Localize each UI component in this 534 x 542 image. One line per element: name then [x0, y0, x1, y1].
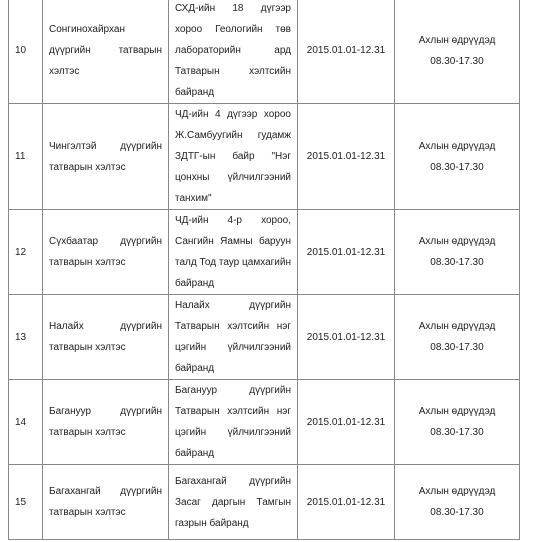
service-period: 2015.01.01-12.31 [298, 295, 395, 380]
office-address: Налайх дүүргийн Татварын хэлтсийн нэг цэгийн үйлчилгээний байранд [169, 295, 298, 380]
table-row [9, 295, 520, 380]
hours-days: Ахлын өдрүүдэд [418, 140, 496, 152]
row-number: 10 [9, 0, 43, 104]
office-address: ЧД-ийн 4-р хороо, Сангийн Яамны баруун талд Тод таур цамхагийн байранд [169, 210, 298, 295]
row-number: 12 [9, 210, 43, 295]
table-row [9, 0, 520, 104]
row-number: 14 [9, 380, 43, 465]
office-name: Налайх дүүргийн татварын хэлтэс [43, 295, 169, 380]
working-hours [395, 210, 520, 295]
tax-office-table [8, 0, 520, 540]
office-name: Багануур дүүргийн татварын хэлтэс [43, 380, 169, 465]
service-period: 2015.01.01-12.31 [298, 380, 395, 465]
working-hours [395, 465, 520, 540]
service-period: 2015.01.01-12.31 [298, 0, 395, 104]
working-hours [395, 295, 520, 380]
hours-days: Ахлын өдрүүдэд [418, 486, 496, 497]
hours-time: 08.30-17.30 [430, 161, 484, 173]
hours-days: Ахлын өдрүүдэд [418, 236, 496, 247]
office-address: ЧД-ийн 4 дүгээр хороо Ж.Самбуугийн гудамж ЗДТГ-ын байр "Нэг цонхны үйлчилгээний танхим" [169, 104, 298, 210]
working-hours [395, 0, 520, 104]
service-period: 2015.01.01-12.31 [298, 104, 395, 210]
hours-days: Ахлын өдрүүдэд [418, 321, 496, 332]
office-address: СХД-ийн 18 дүгээр хороо Геологийн төв лабораторийн ард Татварын хэлтсийн байранд [169, 0, 298, 104]
office-address: Багануур дүүргийн Татварын хэлтсийн нэг цэгийн үйлчилгээний байранд [169, 380, 298, 465]
row-number: 11 [9, 104, 43, 210]
office-address: Багахангай дүүргийн Засаг даргын Тамгын газрын байранд [169, 465, 298, 540]
hours-time: 08.30-17.30 [430, 55, 484, 67]
working-hours [395, 380, 520, 465]
row-number: 13 [9, 295, 43, 380]
table-row [9, 380, 520, 465]
table-row [9, 210, 520, 295]
office-name: Чингэлтэй дүүргийн татварын хэлтэс [43, 104, 169, 210]
table-row [9, 104, 520, 210]
hours-time: 08.30-17.30 [430, 427, 484, 438]
hours-days: Ахлын өдрүүдэд [418, 406, 496, 417]
service-period: 2015.01.01-12.31 [298, 210, 395, 295]
hours-time: 08.30-17.30 [430, 257, 484, 268]
hours-time: 08.30-17.30 [430, 342, 484, 353]
row-number: 15 [9, 465, 43, 540]
hours-time: 08.30-17.30 [430, 507, 484, 518]
service-period: 2015.01.01-12.31 [298, 465, 395, 540]
office-name: Сүхбаатар дүүргийн татварын хэлтэс [43, 210, 169, 295]
office-name: Сонгинохайрхан дүүргийн татварын хэлтэс [43, 0, 169, 104]
office-name: Багахангай дүүргийн татварын хэлтэс [43, 465, 169, 540]
hours-days: Ахлын өдрүүдэд [418, 34, 496, 46]
working-hours [395, 104, 520, 210]
table-row [9, 465, 520, 540]
